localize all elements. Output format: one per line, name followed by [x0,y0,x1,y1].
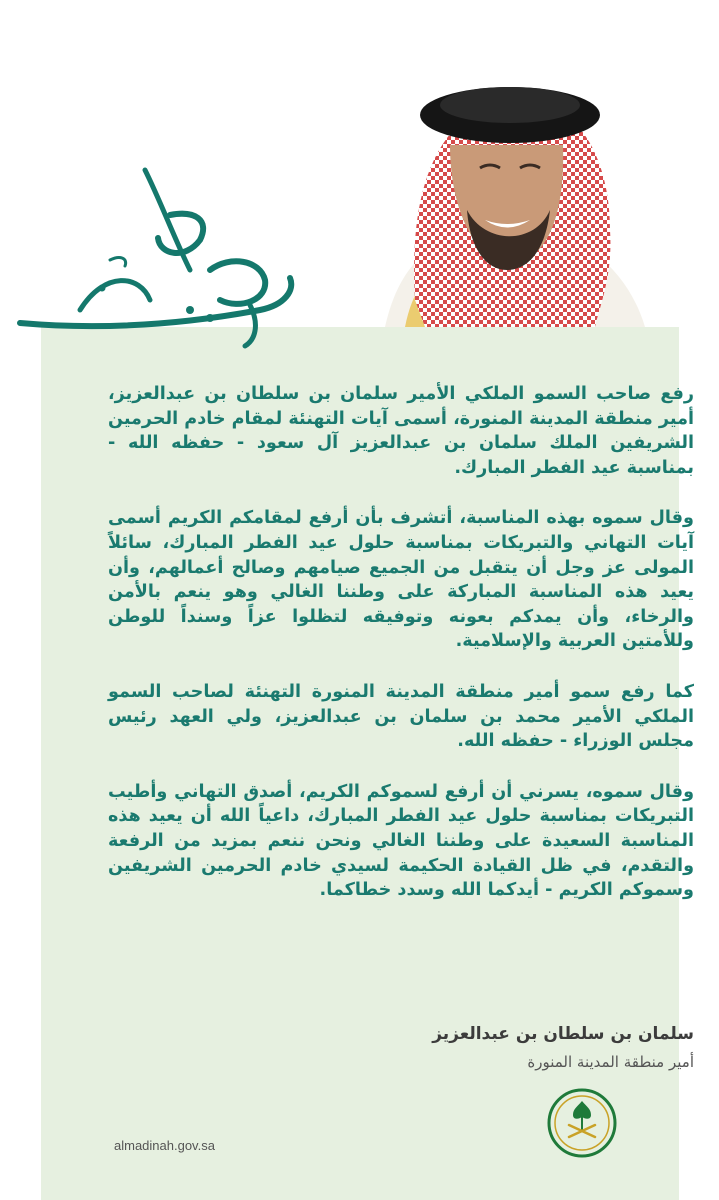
paragraph-4: وقال سموه، يسرني أن أرفع لسموكم الكريم، أصدق التهاني وأطيب التبريكات بمناسبة حلول عيد الفطر المبارك، داعياً الله أن يعيد هذه المناسبة السعيدة على وطننا الغالي ونحن ننعم بمزيد من الرفعة والتقدم، في ظل القيادة الحكيمة لسيدي خادم الحرمين الشريفين وسموكم الكريم - أيدكما الله وسدد خطاكما. [108,781,694,901]
signature-title: أمير منطقة المدينة المنورة [527,1053,694,1071]
website-link[interactable]: almadinah.gov.sa [114,1138,215,1153]
saudi-emblem-icon [547,1087,617,1159]
signature-name: سلمان بن سلطان بن عبدالعزيز [432,1024,694,1044]
portrait-image [355,60,660,327]
statement-text [108,382,694,929]
paragraph-3: كما رفع سمو أمير منطقة المدينة المنورة التهنئة لصاحب السمو الملكي الأمير محمد بن سلمان بن عبدالعزيز، ولي العهد رئيس مجلس الوزراء - حفظه الله. [108,681,694,752]
paragraph-1: رفع صاحب السمو الملكي الأمير سلمان بن سلطان بن عبدالعزيز، أمير منطقة المدينة المنورة، أسمى آيات التهنئة لمقام خادم الحرمين الشريفين الملك سلمان بن عبدالعزيز آل سعود - حفظه الله - بمناسبة عيد الفطر المبارك. [108,384,694,478]
eid-mubarak-calligraphy [10,160,310,350]
paragraph-2: وقال سموه بهذه المناسبة، أتشرف بأن أرفع لمقامكم الكريم أسمى آيات التهاني والتبريكات بمناسبة حلول عيد الفطر المبارك، سائلاً المولى عز وجل أن يتقبل من الجميع صيامهم وصالح أعمالهم، وأن يعيد هذه المناسبة المباركة على وطننا الغالي وهو ينعم بالأمن والرخاء، وأن يمدكم بعونه وتوفيقه لتظلوا عزاً وسنداً للوطن وللأمتين العربية والإسلامية. [108,508,694,652]
